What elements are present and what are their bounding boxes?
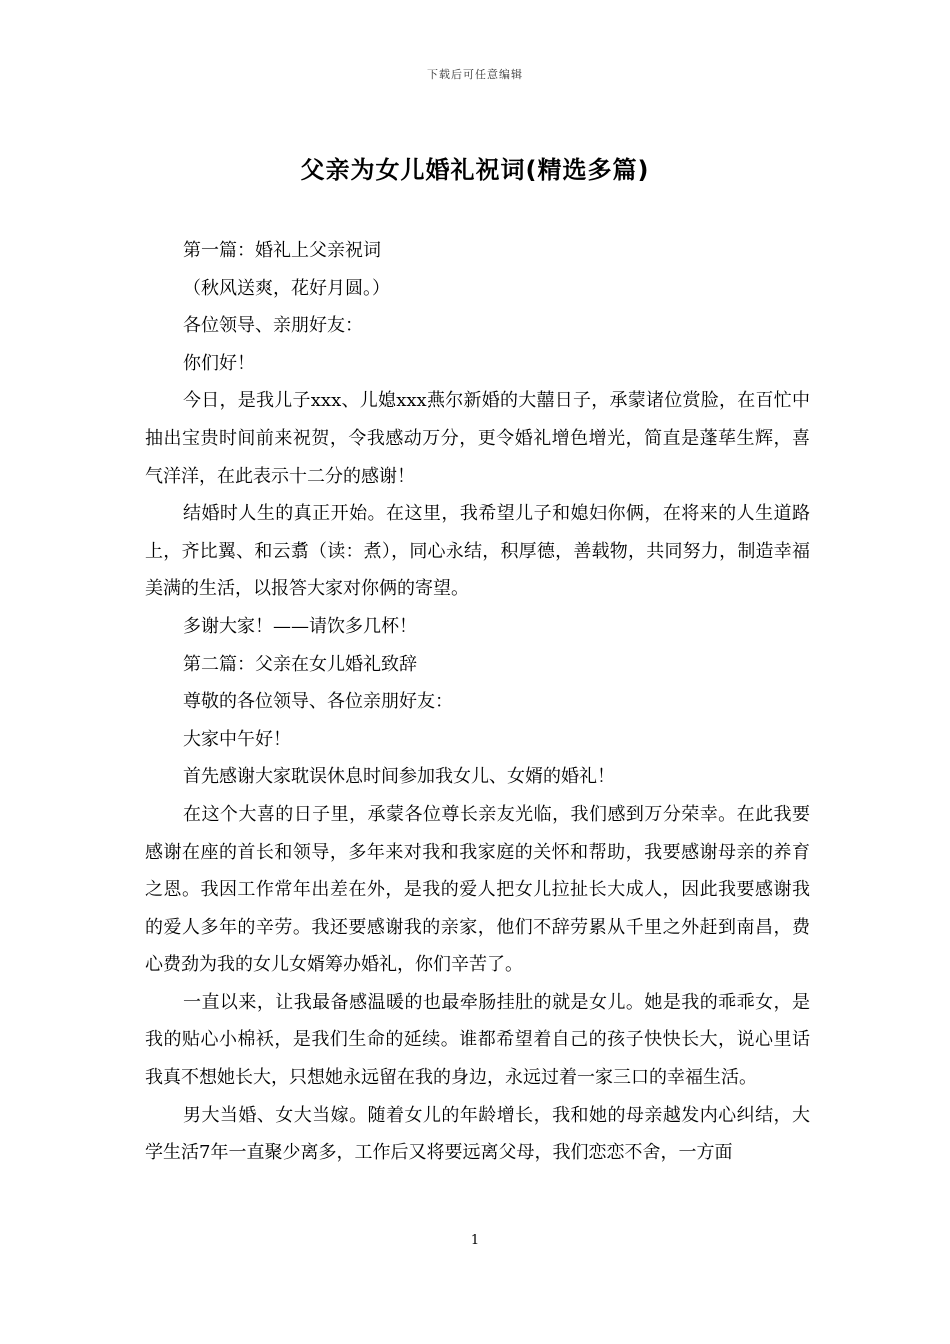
- paragraph: 结婚时人生的真正开始。在这里，我希望儿子和媳妇你俩，在将来的人生道路上，齐比翼、和云翥（读：煮），同心永结，积厚德，善载物，共同努力，制造幸福美满的生活，以报答大家对你俩的寄望。: [145, 503, 810, 600]
- paragraph: 多谢大家！——请饮多几杯！: [183, 615, 417, 637]
- paragraph: 第一篇：婚礼上父亲祝词: [183, 240, 381, 261]
- paragraph: （秋风送爽，花好月圆。）: [183, 277, 390, 299]
- paragraph: 今日，是我儿子xxx、儿媳xxx燕尔新婚的大囍日子，承蒙诸位赏脸，在百忙中抽出宝贵时间前来祝贺，令我感动万分，更令婚礼增色增光，简直是蓬荜生辉，喜气洋洋，在此表示十二分的感谢！: [145, 390, 810, 487]
- paragraph: 一直以来，让我最备感温暖的也最牵肠挂肚的就是女儿。她是我的乖乖女，是我的贴心小棉袄，是我们生命的延续。谁都希望着自己的孩子快快长大，说心里话我真不想她长大，只想她永远留在我的身边，永远过着一家三口的幸福生活。: [145, 991, 810, 1089]
- paragraph: 在这个大喜的日子里，承蒙各位尊长亲友光临，我们感到万分荣幸。在此我要感谢在座的首长和领导，多年来对我和我家庭的关怀和帮助，我要感谢母亲的养育之恩。我因工作常年出差在外，是我的爱人把女儿拉扯长大成人，因此我要感谢我的爱人多年的辛劳。我还要感谢我的亲家，他们不辞劳累从千里之外赶到南昌，费心费劲为我的女儿女婿筹办婚礼，你们辛苦了。: [145, 803, 810, 976]
- paragraph: 尊敬的各位领导、各位亲朋好友：: [183, 691, 453, 713]
- page-number: 1: [470, 1233, 480, 1248]
- paragraph: 大家中午好！: [183, 728, 291, 750]
- paragraph: 你们好！: [183, 352, 255, 374]
- paragraph: 第二篇：父亲在女儿婚礼致辞: [183, 653, 417, 675]
- paragraph: 各位领导、亲朋好友：: [183, 315, 363, 337]
- paragraph: 首先感谢大家耽误休息时间参加我女儿、女婿的婚礼！: [183, 766, 615, 788]
- document-body: [145, 232, 810, 1172]
- header-note: 下载后可任意编辑: [427, 68, 523, 81]
- document-title: 父亲为女儿婚礼祝词(精选多篇): [300, 156, 650, 184]
- paragraph: 男大当婚、女大当嫁。随着女儿的年龄增长，我和她的母亲越发内心纠结，大学生活7年一直聚少离多，工作后又将要远离父母，我们恋恋不舍，一方面: [145, 1104, 810, 1164]
